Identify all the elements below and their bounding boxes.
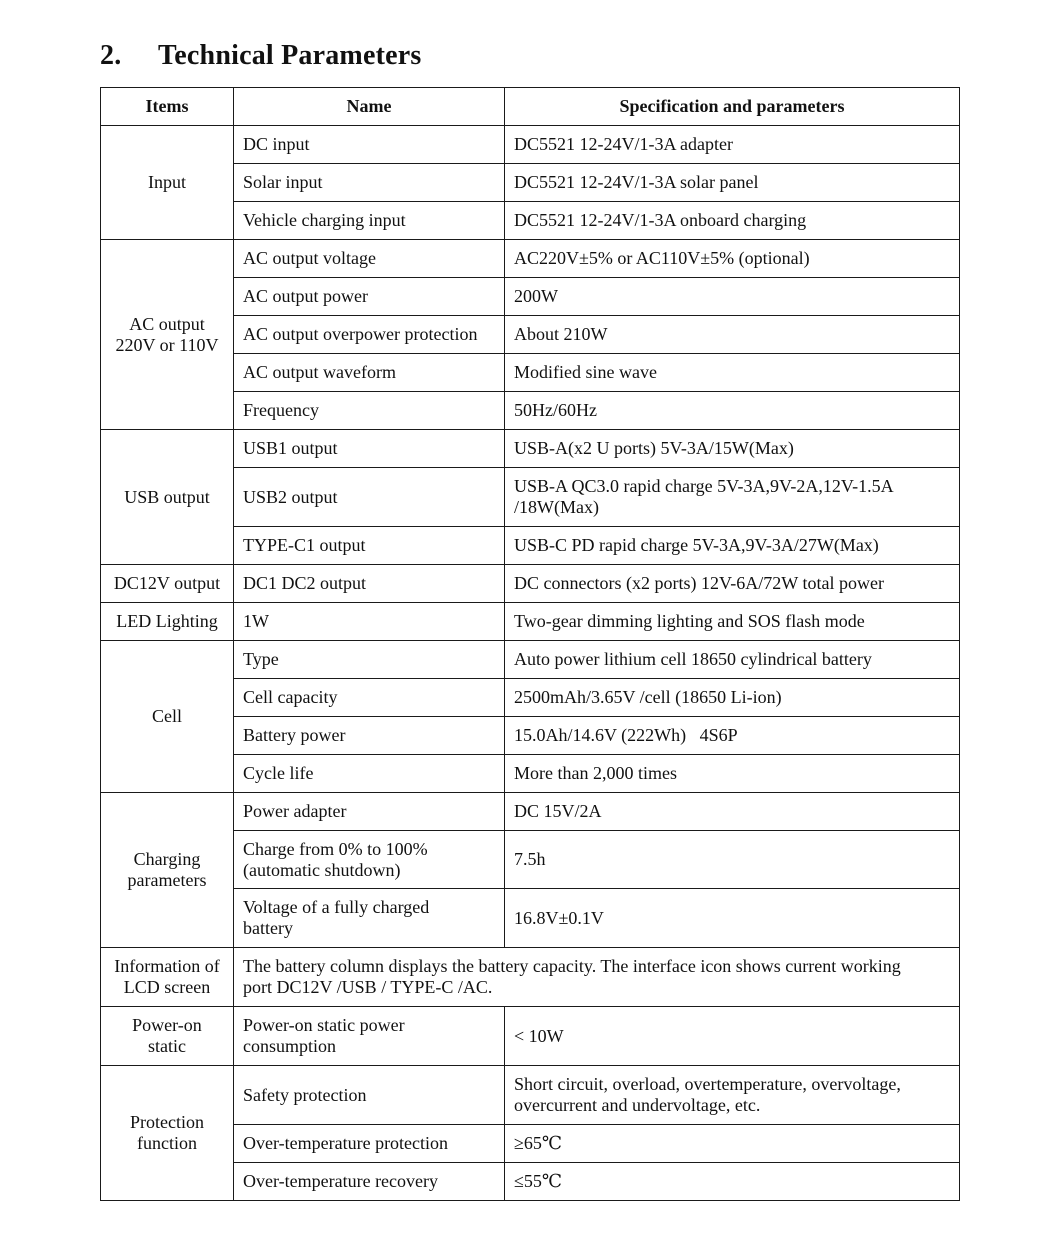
- param-name: [234, 831, 505, 889]
- item-line: Protection: [130, 1112, 204, 1132]
- param-name: Cell capacity: [234, 679, 505, 717]
- param-name: Solar input: [234, 164, 505, 202]
- table-row: [101, 603, 960, 641]
- item-lcd-screen: [101, 948, 234, 1007]
- param-name: USB2 output: [234, 468, 505, 527]
- name-line: consumption: [243, 1036, 336, 1056]
- table-row: [101, 565, 960, 603]
- param-spec: 15.0Ah/14.6V (222Wh) 4S6P: [505, 717, 960, 755]
- section-title: Technical Parameters: [158, 40, 422, 71]
- spec-line: overcurrent and undervoltage, etc.: [514, 1095, 761, 1115]
- header-name: Name: [234, 88, 505, 126]
- param-name: Frequency: [234, 392, 505, 430]
- param-spec: 7.5h: [505, 831, 960, 889]
- spec-line: /18W(Max): [514, 497, 599, 517]
- param-name: AC output overpower protection: [234, 316, 505, 354]
- param-name: AC output power: [234, 278, 505, 316]
- item-line: Power-on: [132, 1015, 202, 1035]
- table-row: [101, 126, 960, 164]
- param-spec: DC 15V/2A: [505, 793, 960, 831]
- item-line: Charging: [133, 849, 201, 869]
- param-name: Type: [234, 641, 505, 679]
- section-number: 2.: [100, 40, 122, 71]
- param-name: USB1 output: [234, 430, 505, 468]
- technical-parameters-table: [100, 87, 960, 1201]
- param-name: Cycle life: [234, 755, 505, 793]
- item-charging-parameters: [101, 793, 234, 948]
- table-row: [101, 1066, 960, 1125]
- table-row: [101, 1007, 960, 1066]
- name-line: Charge from 0% to 100%: [243, 838, 428, 859]
- lcd-description: [234, 948, 960, 1007]
- param-spec: AC220V±5% or AC110V±5% (optional): [505, 240, 960, 278]
- item-cell: Cell: [101, 641, 234, 793]
- param-name: AC output voltage: [234, 240, 505, 278]
- description-line: The battery column displays the battery capacity. The interface icon shows current working: [243, 956, 901, 976]
- item-line: Information of: [114, 956, 220, 976]
- table-row: [101, 240, 960, 278]
- table-row: [101, 793, 960, 831]
- param-spec: 2500mAh/3.65V /cell (18650 Li-ion): [505, 679, 960, 717]
- param-name: [234, 889, 505, 948]
- param-name: 1W: [234, 603, 505, 641]
- param-spec: ≤55℃: [505, 1163, 960, 1201]
- item-led-lighting: LED Lighting: [101, 603, 234, 641]
- spec-line: USB-A QC3.0 rapid charge 5V-3A,9V-2A,12V-1.5A: [514, 476, 894, 496]
- table-row: [101, 641, 960, 679]
- header-items: Items: [101, 88, 234, 126]
- param-spec: ≥65℃: [505, 1125, 960, 1163]
- header-specification: Specification and parameters: [505, 88, 960, 126]
- item-line: 220V or 110V: [115, 334, 219, 355]
- name-line: (automatic shutdown): [243, 859, 401, 880]
- spec-line: Short circuit, overload, overtemperature, overvoltage,: [514, 1074, 901, 1094]
- item-dc12v-output: DC12V output: [101, 565, 234, 603]
- item-power-on-static: [101, 1007, 234, 1066]
- param-spec: [505, 1066, 960, 1125]
- item-protection-function: [101, 1066, 234, 1201]
- param-spec: DC5521 12-24V/1-3A solar panel: [505, 164, 960, 202]
- param-spec: < 10W: [505, 1007, 960, 1066]
- param-name: DC input: [234, 126, 505, 164]
- param-name: Power adapter: [234, 793, 505, 831]
- description-line: port DC12V /USB / TYPE-C /AC.: [243, 977, 493, 997]
- param-spec: USB-A(x2 U ports) 5V-3A/15W(Max): [505, 430, 960, 468]
- item-line: parameters: [127, 870, 207, 890]
- param-name: Over-temperature recovery: [234, 1163, 505, 1201]
- param-spec: 200W: [505, 278, 960, 316]
- item-usb-output: USB output: [101, 430, 234, 565]
- param-name: AC output waveform: [234, 354, 505, 392]
- param-name: [234, 1007, 505, 1066]
- table-row: [101, 948, 960, 1007]
- item-line: AC output: [129, 313, 205, 334]
- param-spec: Modified sine wave: [505, 354, 960, 392]
- name-line: Power-on static power: [243, 1015, 405, 1035]
- name-line: battery: [243, 918, 293, 938]
- name-line: Voltage of a fully charged: [243, 897, 430, 917]
- param-spec: About 210W: [505, 316, 960, 354]
- param-spec: More than 2,000 times: [505, 755, 960, 793]
- param-name: Battery power: [234, 717, 505, 755]
- item-line: function: [137, 1133, 197, 1153]
- section-heading: [100, 36, 421, 76]
- param-spec: DC connectors (x2 ports) 12V-6A/72W total power: [505, 565, 960, 603]
- item-input: Input: [101, 126, 234, 240]
- param-name: Vehicle charging input: [234, 202, 505, 240]
- param-spec: 16.8V±0.1V: [505, 889, 960, 948]
- param-name: Safety protection: [234, 1066, 505, 1125]
- item-line: static: [148, 1036, 186, 1056]
- param-name: TYPE-C1 output: [234, 527, 505, 565]
- param-spec: DC5521 12-24V/1-3A adapter: [505, 126, 960, 164]
- param-spec: Auto power lithium cell 18650 cylindrical battery: [505, 641, 960, 679]
- item-line: LCD screen: [123, 977, 211, 997]
- table-row: [101, 430, 960, 468]
- param-spec: 50Hz/60Hz: [505, 392, 960, 430]
- param-name: DC1 DC2 output: [234, 565, 505, 603]
- param-name: Over-temperature protection: [234, 1125, 505, 1163]
- param-spec: USB-C PD rapid charge 5V-3A,9V-3A/27W(Max): [505, 527, 960, 565]
- item-ac-output: [101, 240, 234, 430]
- param-spec: Two-gear dimming lighting and SOS flash mode: [505, 603, 960, 641]
- table-header-row: [101, 88, 960, 126]
- param-spec: [505, 468, 960, 527]
- param-spec: DC5521 12-24V/1-3A onboard charging: [505, 202, 960, 240]
